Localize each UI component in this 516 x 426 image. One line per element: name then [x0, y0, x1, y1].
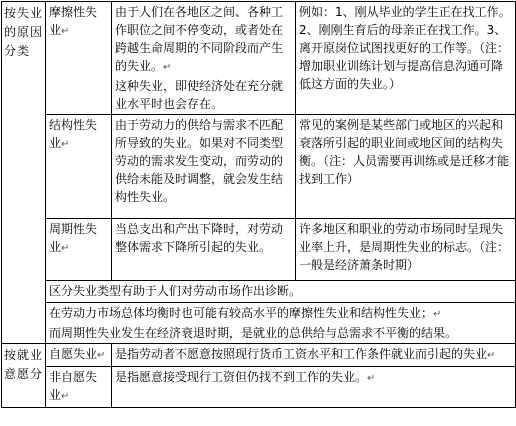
- definition-cell: [112, 2, 296, 115]
- definition-structural: 由于劳动力的供给与需求不匹配所导致的失业。如果对不同类型劳动的需求发生变动，而劳动的供给未能及时调整，就会发生结构性失业。: [115, 118, 284, 204]
- type-name-cell: [46, 219, 112, 281]
- return-mark: ↵: [61, 243, 70, 254]
- example-cell: [296, 219, 516, 281]
- definition-voluntary: 是指劳动者不愿意按照现行货币工资水平和工作条件就业而引起的失业: [115, 347, 488, 361]
- table-row: [2, 367, 516, 408]
- table-row: [2, 303, 516, 344]
- note-row: [46, 281, 516, 303]
- table-row: [2, 219, 516, 281]
- type-name-involuntary: 非自愿失业: [49, 370, 98, 402]
- definition-frictional: 由于人们在各地区之间、各种工作职位之间不停变动，或者处在跨越生命周期的不同阶段而产生的失业。: [115, 5, 284, 73]
- definition-cell: [112, 219, 296, 281]
- definition-cell: [112, 367, 516, 408]
- return-mark: ↵: [61, 139, 70, 150]
- type-name-structural: 结构性失业: [49, 118, 98, 150]
- table-row: [2, 281, 516, 303]
- example-frictional: 例如：1、刚从毕业的学生正在找工作。2、刚刚生育后的母亲正在找工作。3、离开原岗位试图找更好的工作等。（注：增加职业训练计划与提高信息沟通可降低这方面的失业。）: [299, 5, 511, 91]
- return-mark: ↵: [97, 350, 106, 361]
- note-equilibrium-line1: 在劳动力市场总体均衡时也可能有较高水平的摩擦性失业和结构性失业；: [49, 306, 434, 320]
- example-structural: 常见的案例是某些部门或地区的兴起和衰落所引起的职业间或地区间的结构失衡。（注：人员需要再训练或是迁移才能找到工作）: [299, 118, 510, 186]
- example-cell: [296, 2, 516, 115]
- note-diagnosis: 区分失业类型有助于人们对劳动市场作出诊断。: [49, 284, 302, 298]
- type-name-cell: [46, 344, 112, 367]
- unemployment-classification-table: [1, 1, 516, 408]
- type-name-cyclical: 周期性失业: [49, 222, 98, 254]
- note-equilibrium-line2: 而周期性失业发生在经济衰退时期，是就业的总供给与总需求不平衡的结果。: [49, 326, 458, 340]
- type-name-cell: [46, 2, 112, 115]
- type-name-cell: [46, 115, 112, 219]
- definition-cyclical: 当总支出和产出下降时，对劳动整体需求下降所引起的失业。: [115, 222, 284, 254]
- example-cell: [296, 115, 516, 219]
- table-row: [2, 344, 516, 367]
- table-row: [2, 2, 516, 115]
- return-mark: ↵: [487, 350, 496, 361]
- return-mark: ↵: [433, 309, 442, 320]
- note-row: [46, 303, 516, 344]
- definition-cell: [112, 344, 516, 367]
- return-mark: ↵: [61, 26, 70, 37]
- example-cyclical: 许多地区和职业的劳动市场同时呈现失业率上升，是周期性失业的标志。（注：一般是经济萧条时期）: [299, 222, 510, 272]
- type-name-cell: [46, 367, 112, 408]
- type-name-voluntary: 自愿失业: [49, 347, 98, 361]
- definition-involuntary: 是指愿意接受现行工资但仍找不到工作的失业。: [115, 370, 368, 384]
- table-row: [2, 115, 516, 219]
- return-mark: ↵: [61, 391, 70, 402]
- section-label-by-willingness: 按就业意愿分: [2, 344, 46, 408]
- section-label-by-cause: 按失业的原因分类: [2, 2, 46, 344]
- return-mark: ↵: [367, 373, 376, 384]
- return-mark: ↵: [163, 62, 172, 73]
- definition-cell: [112, 115, 296, 219]
- definition-frictional-extra: 这种失业，即使经济处在充分就业水平时也会存在。: [115, 79, 284, 111]
- type-name-frictional: 摩擦性失业: [49, 5, 98, 37]
